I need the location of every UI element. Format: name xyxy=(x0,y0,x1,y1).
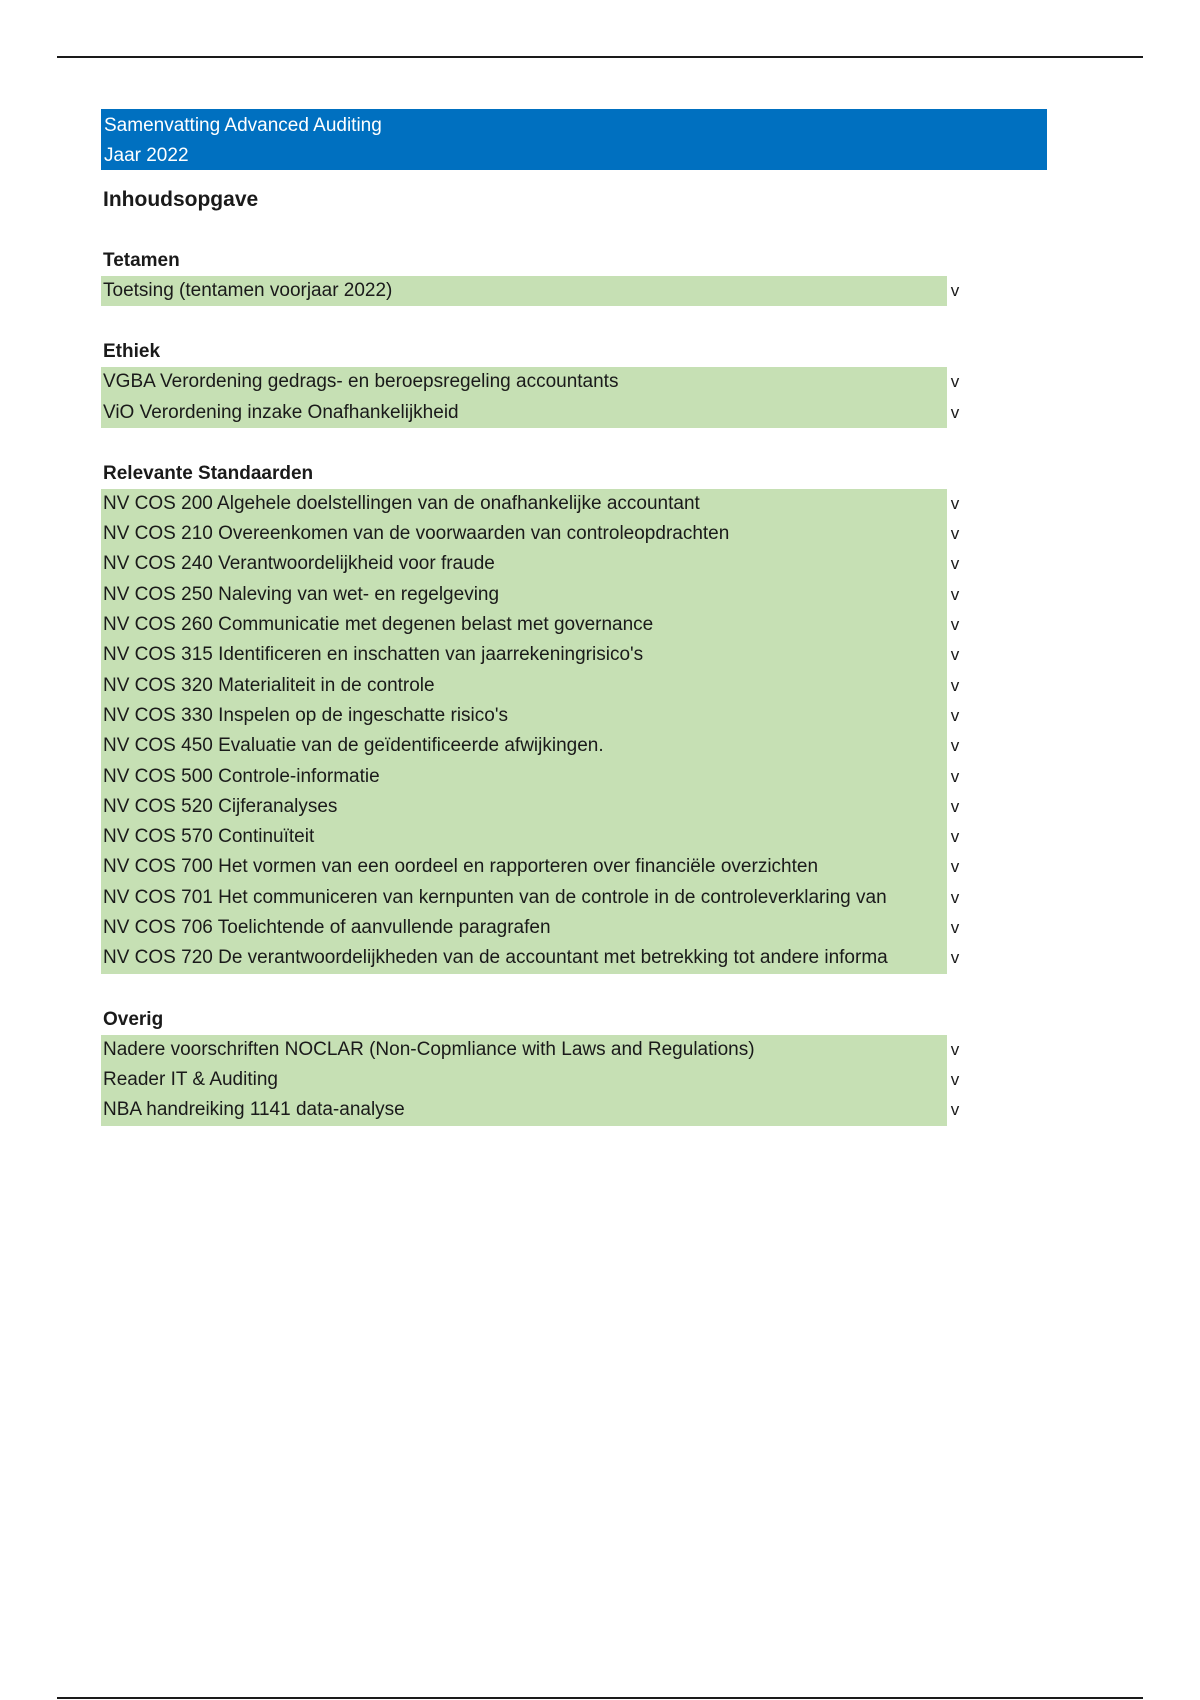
toc-row-label: NBA handreiking 1141 data-analyse xyxy=(101,1095,947,1125)
toc-row xyxy=(101,640,1047,670)
toc-row-label: NV COS 700 Het vormen van een oordeel en rapporteren over financiële overzichten xyxy=(101,852,947,882)
toc-row-label: NV COS 701 Het communiceren van kernpunten van de controle in de controleverklaring van xyxy=(101,883,947,913)
toc-heading: Inhoudsopgave xyxy=(103,188,259,211)
toc-row-checkmark: v xyxy=(950,766,960,786)
toc-row-checkmark: v xyxy=(950,402,960,422)
toc-row xyxy=(101,822,1047,852)
toc-row-label: Reader IT & Auditing xyxy=(101,1065,947,1095)
document-sheet xyxy=(101,109,1047,1126)
toc-row xyxy=(101,489,1047,519)
toc-row-checkmark: v xyxy=(950,493,960,513)
toc-row xyxy=(101,943,1047,973)
toc-row-label: NV COS 520 Cijferanalyses xyxy=(101,792,947,822)
toc-row-label: VGBA Verordening gedrags- en beroepsregeling accountants xyxy=(101,367,947,397)
toc-row-checkmark: v xyxy=(950,827,960,847)
toc-row xyxy=(101,671,1047,701)
toc-section xyxy=(101,337,1047,428)
toc-row-checkmark: v xyxy=(950,584,960,604)
toc-row-label: NV COS 500 Controle-informatie xyxy=(101,762,947,792)
toc-row-checkmark: v xyxy=(950,554,960,574)
toc-row-label: Toetsing (tentamen voorjaar 2022) xyxy=(101,276,947,306)
toc-row xyxy=(101,519,1047,549)
toc-row xyxy=(101,913,1047,943)
toc-row-label: NV COS 200 Algehele doelstellingen van de onafhankelijke accountant xyxy=(101,489,947,519)
toc-section xyxy=(101,459,1047,974)
document-title: Samenvatting Advanced Auditing xyxy=(104,115,382,136)
footer-rule xyxy=(57,1697,1143,1699)
toc-row-label: NV COS 210 Overeenkomen van de voorwaarden van controleopdrachten xyxy=(101,519,947,549)
section-title: Ethiek xyxy=(103,341,161,363)
toc-row-checkmark: v xyxy=(950,736,960,756)
toc-row-label: NV COS 240 Verantwoordelijkheid voor fraude xyxy=(101,549,947,579)
toc-row xyxy=(101,762,1047,792)
toc-row xyxy=(101,731,1047,761)
toc-row xyxy=(101,701,1047,731)
toc-row-label: NV COS 450 Evaluatie van de geïdentificeerde afwijkingen. xyxy=(101,731,947,761)
toc-row-checkmark: v xyxy=(950,705,960,725)
title-banner xyxy=(101,109,1047,170)
toc-row xyxy=(101,1035,1047,1065)
section-title: Tetamen xyxy=(103,250,180,271)
toc-row-label: NV COS 330 Inspelen op de ingeschatte risico's xyxy=(101,701,947,731)
toc-row xyxy=(101,1065,1047,1095)
toc-row-checkmark: v xyxy=(950,918,960,938)
toc-row xyxy=(101,883,1047,913)
toc-row xyxy=(101,792,1047,822)
toc-row-label: NV COS 570 Continuïteit xyxy=(101,822,947,852)
section-title: Overig xyxy=(103,1008,164,1030)
toc-row-label: NV COS 250 Naleving van wet- en regelgeving xyxy=(101,580,947,610)
toc-row-checkmark: v xyxy=(950,887,960,907)
toc-row-checkmark: v xyxy=(950,675,960,695)
toc-row xyxy=(101,398,1047,428)
toc-row-checkmark: v xyxy=(950,1100,960,1120)
toc-row xyxy=(101,367,1047,397)
toc-section xyxy=(101,246,1047,306)
toc-sections xyxy=(101,246,1047,1126)
toc-row xyxy=(101,1095,1047,1125)
toc-row-label: NV COS 315 Identificeren en inschatten van jaarrekeningrisico's xyxy=(101,640,947,670)
toc-row-checkmark: v xyxy=(950,796,960,816)
toc-row-label: NV COS 720 De verantwoordelijkheden van de accountant met betrekking tot andere informa xyxy=(101,943,947,973)
section-title: Relevante Standaarden xyxy=(103,462,314,484)
toc-row xyxy=(101,852,1047,882)
toc-row xyxy=(101,549,1047,579)
toc-row-checkmark: v xyxy=(950,372,960,392)
toc-row xyxy=(101,276,1047,306)
toc-row xyxy=(101,610,1047,640)
toc-row-label: Nadere voorschriften NOCLAR (Non-Copmliance with Laws and Regulations) xyxy=(101,1035,947,1065)
toc-row-label: NV COS 706 Toelichtende of aanvullende paragrafen xyxy=(101,913,947,943)
toc-row-checkmark: v xyxy=(950,857,960,877)
toc-section xyxy=(101,1005,1047,1126)
toc-row-checkmark: v xyxy=(950,1039,960,1059)
toc-row-label: ViO Verordening inzake Onafhankelijkheid xyxy=(101,398,947,428)
toc-row-checkmark: v xyxy=(950,615,960,635)
toc-row-checkmark: v xyxy=(950,1069,960,1089)
header-rule xyxy=(57,56,1143,58)
toc-row-label: NV COS 260 Communicatie met degenen belast met governance xyxy=(101,610,947,640)
toc-row xyxy=(101,580,1047,610)
toc-row-checkmark: v xyxy=(950,524,960,544)
toc-row-label: NV COS 320 Materialiteit in de controle xyxy=(101,671,947,701)
document-year: Jaar 2022 xyxy=(104,145,189,166)
toc-row-checkmark: v xyxy=(950,645,960,665)
toc-row-checkmark: v xyxy=(950,281,960,300)
toc-row-checkmark: v xyxy=(950,948,960,968)
